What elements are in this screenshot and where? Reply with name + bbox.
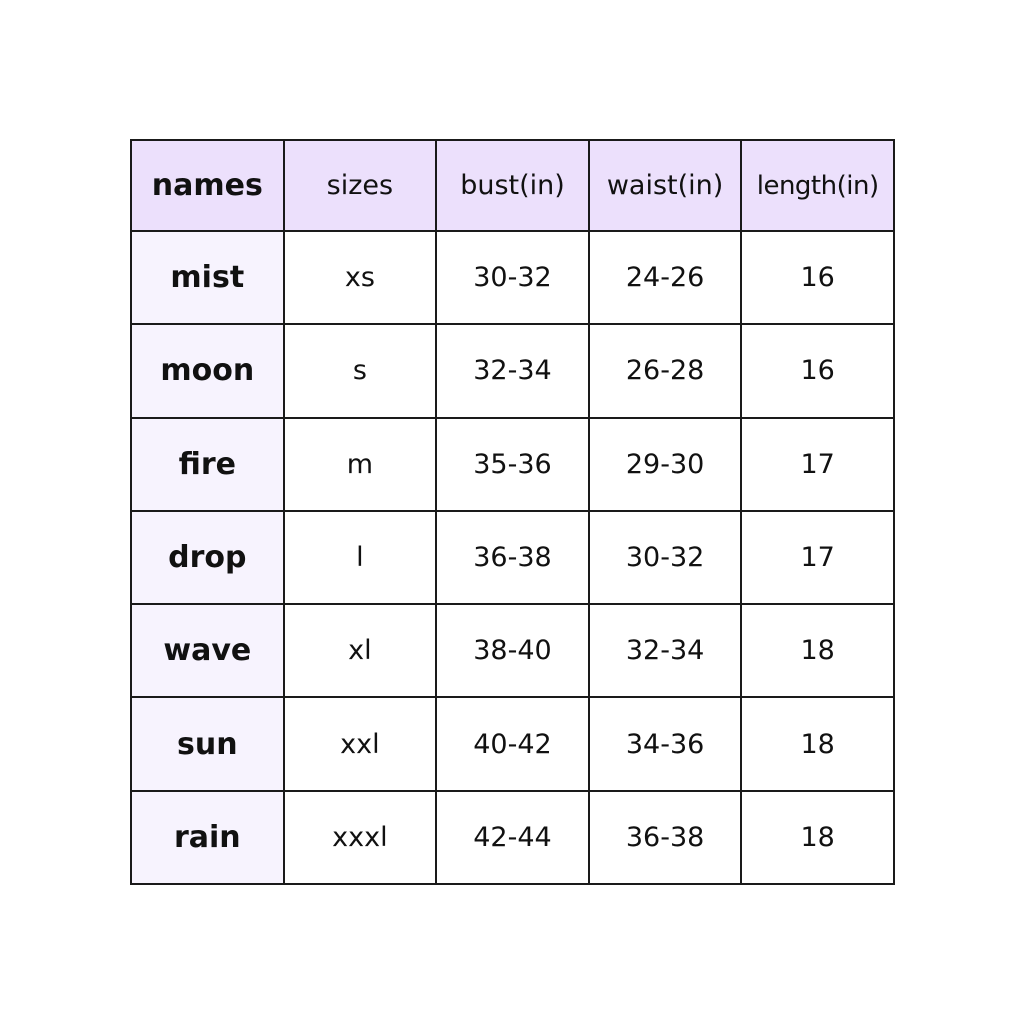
waist-cell: 26-28 [589,324,742,417]
bust-cell: 35-36 [436,418,589,511]
waist-cell: 34-36 [589,697,742,790]
table-row [131,604,894,697]
waist-cell: 32-34 [589,604,742,697]
bust-cell: 36-38 [436,511,589,604]
header-names: names [131,140,284,231]
name-cell: rain [131,791,284,884]
waist-cell: 36-38 [589,791,742,884]
size-chart-table [130,139,895,885]
table-row [131,324,894,417]
bust-cell: 40-42 [436,697,589,790]
header-length: length(in) [741,140,894,231]
length-cell: 18 [741,697,894,790]
size-cell: xs [284,231,437,324]
header-row [131,140,894,231]
name-cell: wave [131,604,284,697]
name-cell: sun [131,697,284,790]
bust-cell: 30-32 [436,231,589,324]
name-cell: moon [131,324,284,417]
table-row [131,791,894,884]
size-cell: s [284,324,437,417]
length-cell: 18 [741,604,894,697]
waist-cell: 29-30 [589,418,742,511]
name-cell: mist [131,231,284,324]
length-cell: 17 [741,418,894,511]
size-cell: xxxl [284,791,437,884]
length-cell: 16 [741,231,894,324]
size-cell: m [284,418,437,511]
header-sizes: sizes [284,140,437,231]
bust-cell: 42-44 [436,791,589,884]
table-row [131,418,894,511]
table-row [131,511,894,604]
size-cell: xxl [284,697,437,790]
header-waist: waist(in) [589,140,742,231]
length-cell: 18 [741,791,894,884]
length-cell: 17 [741,511,894,604]
size-cell: l [284,511,437,604]
header-bust: bust(in) [436,140,589,231]
waist-cell: 30-32 [589,511,742,604]
table-row [131,697,894,790]
waist-cell: 24-26 [589,231,742,324]
bust-cell: 32-34 [436,324,589,417]
size-cell: xl [284,604,437,697]
name-cell: fire [131,418,284,511]
name-cell: drop [131,511,284,604]
table-row [131,231,894,324]
length-cell: 16 [741,324,894,417]
bust-cell: 38-40 [436,604,589,697]
